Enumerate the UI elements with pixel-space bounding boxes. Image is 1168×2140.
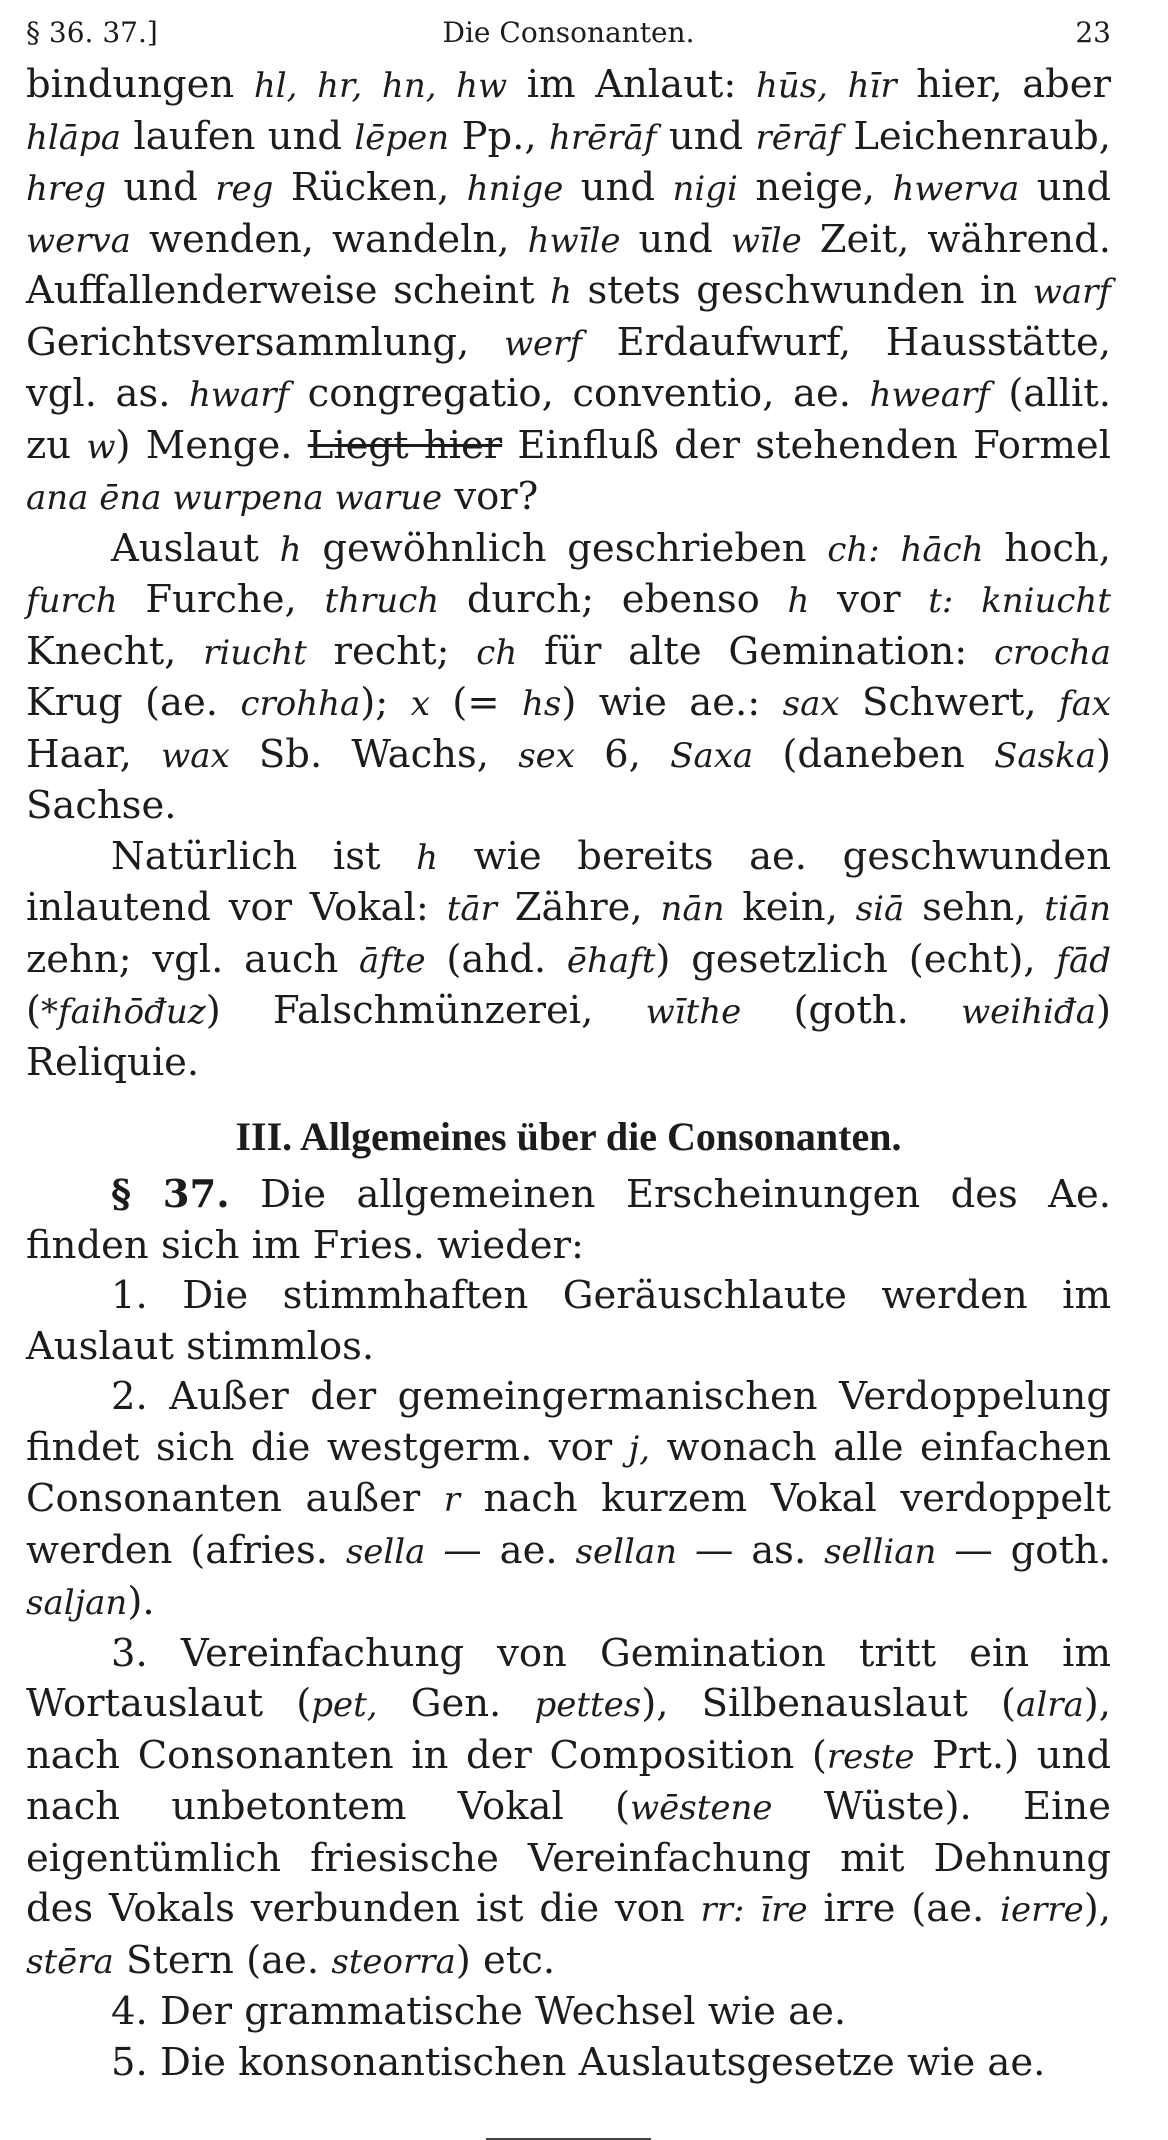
- list-item-1: 1. Die stimmhaften Geräuschlaute werden im Auslaut stimmlos.: [26, 1273, 1111, 1369]
- header-title: Die Consonanten.: [442, 16, 695, 49]
- paragraph-36-continued: bindungen hl, hr, hn, hw im Anlaut: hūs, hīr hier, aber hlāpa laufen und lēpen Pp., hrērāf und rērāf Leichenraub, hreg und reg Rücken, hnige und nigi neige, hwerva und werva wenden, wandeln, hwīle und wīle Zeit, während. Auffallenderweise scheint h stets geschwunden in warf Gerichtsversammlung, werf Erdaufwurf, Hausstätte, vgl. as. hwarf congregatio, conventio, ae. hwearf (allit. zu w) Menge. Liegt hier Einfluß der stehenden Formel ana ēna wurpena warue vor?: [26, 62, 1111, 519]
- section-number: § 37.: [111, 1172, 230, 1217]
- list-item-4: 4. Der grammatische Wechsel wie ae.: [111, 1989, 847, 2034]
- list-item-5: 5. Die konsonantischen Auslautsgesetze wie ae.: [111, 2039, 1046, 2085]
- list-item-2: 2. Außer der gemeingermanischen Verdoppelung findet sich die westgerm. vor j, wonach alle einfachen Consonanten außer r nach kurzem Vokal verdoppelt werden (afries. sella — ae. sellan — as. sellian — goth. saljan).: [26, 1374, 1111, 1624]
- running-header: [26, 0, 1111, 60]
- struck-text: Liegt hier: [307, 422, 503, 468]
- paragraph-natuerlich: Natürlich ist h wie bereits ae. geschwunden inlautend vor Vokal: tār Zähre, nān kein, siā sehn, tiān zehn; vgl. auch āfte (ahd. ēhaft) gesetzlich (echt), fād (*faihōđuz) Falschmünzerei, wīthe (goth. weihiđa) Reliquie.: [26, 833, 1112, 1085]
- book-page: [26, 0, 1111, 2140]
- paragraph-auslaut-h: Auslaut h gewöhnlich geschrieben ch: hāch hoch, furch Furche, thruch durch; ebenso h vor t: kniucht Knecht, riucht recht; ch für alte Gemination: crocha Krug (ae. crohha); x (= hs) wie ae.: sax Schwert, fax Haar, wax Sb. Wachs, sex 6, Saxa (daneben Saska) Sachse.: [26, 525, 1112, 828]
- paragraph-37-intro: § 37. Die allgemeinen Erscheinungen des Ae. finden sich im Fries. wieder:: [26, 1172, 1111, 1268]
- header-section-ref: § 36. 37.]: [26, 16, 158, 49]
- page-number: 23: [1075, 16, 1111, 49]
- list-item-3: 3. Vereinfachung von Gemination tritt ein im Wortauslaut (pet, Gen. pettes), Silbenauslaut (alra), nach Consonanten in der Composition (reste Prt.) und nach unbetontem Vokal (wēstene Wüste). Eine eigentümlich friesische Vereinfachung mit Dehnung des Vokals verbunden ist die von rr: īre irre (ae. ierre), stēra Stern (ae. steorra) etc.: [26, 1630, 1111, 1983]
- section-title: III. Allgemeines über die Consonanten.: [235, 1114, 902, 1159]
